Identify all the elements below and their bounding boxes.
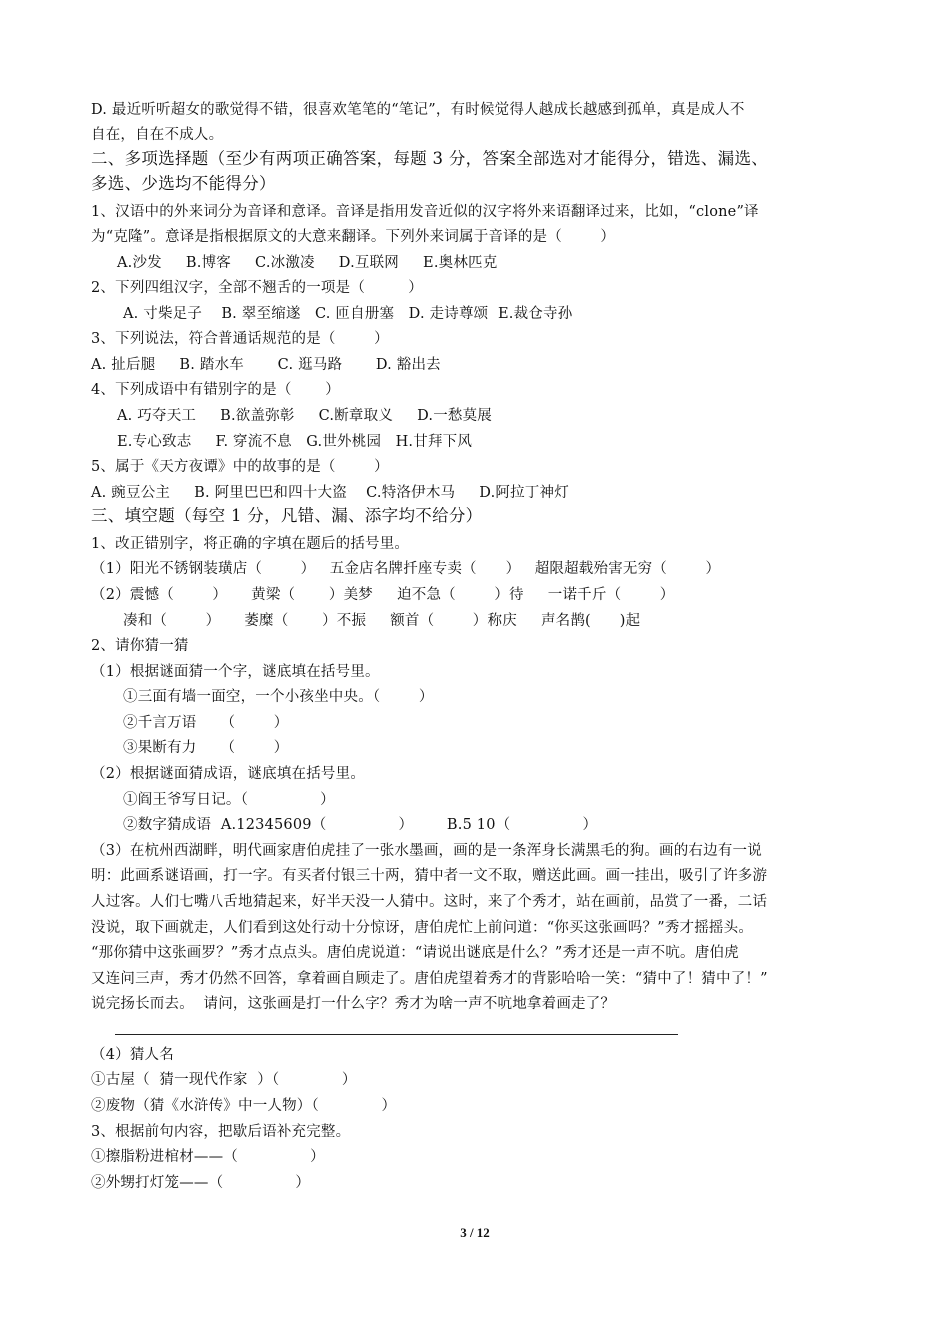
d-option-line-1: D. 最近听听超女的歌觉得不错，很喜欢笔笔的“笔记”，有时候觉得人越成长越感到孤单，真是成人不: [91, 102, 745, 118]
question-4-stem: 4、下列成语中有错别字的是（ ）: [91, 382, 340, 398]
fill-question-1-row-3: 凑和（ ） 萎糜（ ）不振 额首（ ）称庆 声名鹊( )起: [123, 613, 641, 629]
xiehouyu-item-1: ①擦脂粉进棺材——（ ）: [91, 1149, 325, 1165]
question-1-stem-line-2: 为“克隆”。意译是指根据原文的大意来翻译。下列外来词属于音译的是（ ）: [91, 229, 616, 245]
section3-heading: 三、填空题（每空 1 分，凡错、漏、添字均不给分）: [91, 506, 483, 525]
riddle-item-2: ②千言万语 （ ）: [123, 715, 289, 731]
fill-question-1-stem: 1、改正错别字，将正确的字填在题后的括号里。: [91, 536, 410, 552]
story-paragraph-line-5: “那你猜中这张画罗？”秀才点点头。唐伯虎说道：“请说出谜底是什么？”秀才还是一声不吭。唐伯虎: [91, 945, 739, 961]
section2-heading-line-1: 二、多项选择题（至少有两项正确答案，每题 3 分，答案全部选对才能得分，错选、漏选、: [91, 149, 769, 168]
story-paragraph-line-7: 说完扬长而去。 请问，这张画是打一什么字？秀才为啥一声不吭地拿着画走了？: [91, 996, 616, 1012]
idiom-item-2: ②数字猜成语 A.12345609（ ） B.5 10（ ）: [123, 817, 598, 833]
fill-question-2-part-1: （1）根据谜面猜一个字，谜底填在括号里。: [91, 664, 380, 680]
fill-question-2-part-4: （4）猜人名: [91, 1047, 174, 1063]
answer-underline: [115, 1034, 678, 1035]
idiom-item-1: ①阎王爷写日记。（ ）: [123, 792, 335, 808]
d-option-line-2: 自在，自在不成人。: [91, 127, 224, 143]
fill-question-2-stem: 2、请你猜一猜: [91, 638, 189, 654]
riddle-item-1: ①三面有墙一面空，一个小孩坐中央。（ ）: [123, 689, 434, 705]
fill-question-1-row-1: （1）阳光不锈钢装璜店（ ） 五金店名牌扦座专卖（ ） 超限超载殆害无穷（ ）: [91, 561, 721, 577]
fill-question-1-row-2: （2）震憾（ ） 黄梁（ ）美梦 迫不急（ ）待 一诺千斤（ ）: [91, 587, 675, 603]
question-3-stem: 3、下列说法，符合普通话规范的是（ ）: [91, 331, 389, 347]
section2-heading-line-2: 多选、少选均不能得分）: [91, 174, 276, 193]
question-4-options-line-2: E.专心致志 F. 穿流不息 G.世外桃园 H.甘拜下风: [117, 434, 473, 450]
fill-question-3-stem: 3、根据前句内容，把歇后语补充完整。: [91, 1124, 351, 1140]
question-1-stem-line-1: 1、汉语中的外来词分为音译和意译。音译是指用发音近似的汉字将外来语翻译过来，比如，“clone”译: [91, 204, 759, 220]
riddle-item-3: ③果断有力 （ ）: [123, 740, 289, 756]
xiehouyu-item-2: ②外甥打灯笼——（ ）: [91, 1175, 311, 1191]
page-number: 3 / 12: [460, 1225, 490, 1240]
name-riddle-2: ②废物（猜《水浒传》中一人物）（ ）: [91, 1098, 397, 1114]
question-2-stem: 2、下列四组汉字，全部不翘舌的一项是（ ）: [91, 280, 424, 296]
fill-question-2-part-2: （2）根据谜面猜成语，谜底填在括号里。: [91, 766, 366, 782]
story-paragraph-line-2: 明：此画系谜语画，打一字。有买者付银三十两，猜中者一文不取，赠送此画。画一挂出，吸引了许多游: [91, 868, 768, 884]
story-paragraph-line-4: 没说，取下画就走，人们看到这处行动十分惊讶，唐伯虎忙上前问道：“你买这张画吗？”秀才摇摇头。: [91, 920, 754, 936]
story-paragraph-line-6: 又连问三声，秀才仍然不回答，拿着画自顾走了。唐伯虎望着秀才的背影哈哈一笑：“猜中了！猜中了！”: [91, 971, 768, 987]
question-3-options: A. 扯后腿 B. 踏水车 C. 逛马路 D. 豁出去: [91, 357, 441, 373]
story-paragraph-line-3: 人过客。人们七嘴八舌地猜起来，好半天没一人猜中。这时，来了个秀才，站在画前，品赏了一番，二话: [91, 894, 768, 910]
question-1-options: A.沙发 B.博客 C.冰激凌 D.互联网 E.奥林匹克: [117, 255, 498, 271]
question-2-options: A. 寸柴足子 B. 翠至缩遂 C. 匝自册塞 D. 走诗尊颂 E.裁仓寺孙: [123, 306, 573, 322]
question-4-options-line-1: A. 巧夺天工 B.欲盖弥彰 C.断章取义 D.一愁莫展: [117, 408, 492, 424]
question-5-options: A. 豌豆公主 B. 阿里巴巴和四十大盗 C.特洛伊木马 D.阿拉丁神灯: [91, 485, 569, 501]
name-riddle-1: ①古屋（ 猜一现代作家 ）（ ）: [91, 1072, 357, 1088]
story-paragraph-line-1: （3）在杭州西湖畔，明代画家唐伯虎挂了一张水墨画，画的是一条浑身长满黑毛的狗。画的右边有一说: [91, 843, 762, 859]
question-5-stem: 5、属于《天方夜谭》中的故事的是（ ）: [91, 459, 389, 475]
